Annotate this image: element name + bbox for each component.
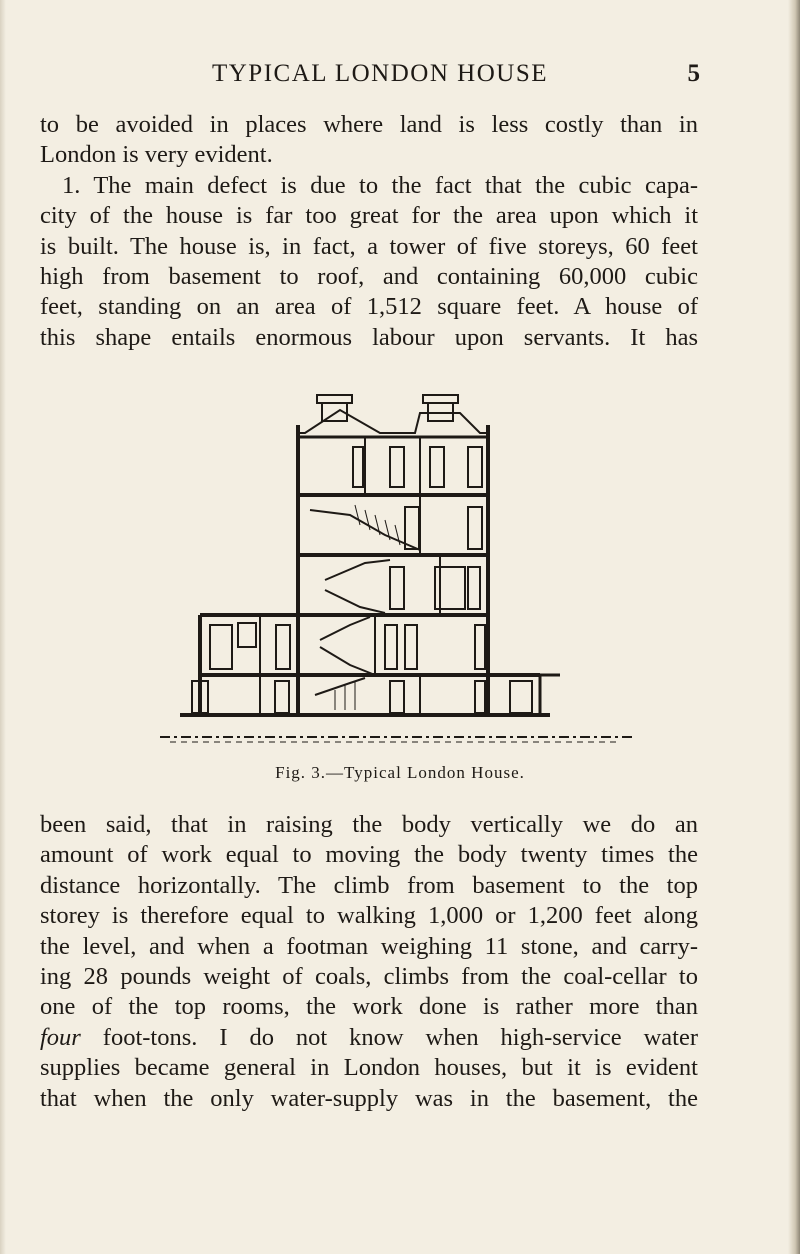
paragraph-bottom (40, 810, 698, 1114)
text-line-remainder: foot-tons. I do not know when high-service water (102, 1023, 699, 1051)
text-line: amount of work equal to moving the body twenty times the (40, 841, 698, 869)
text-line: 1. The main defect is due to the fact that the cubic capa- (62, 171, 698, 199)
text-line: to be avoided in places where land is less costly than in (40, 111, 698, 138)
text-line: ing 28 pounds weight of coals, climbs from the coal-cellar to (40, 962, 698, 990)
page-edge (788, 0, 800, 1254)
text-line: the level, and when a footman weighing 11 stone, and carry- (40, 932, 698, 960)
text-line: city of the house is far too great for the area upon which it (40, 202, 698, 230)
text-line: this shape entails enormous labour upon servants. It has (40, 323, 698, 351)
house-section-drawing (150, 385, 640, 760)
text-line: feet, standing on an area of 1,512 square feet. A house of (40, 293, 698, 321)
text-line: storey is therefore equal to walking 1,000 or 1,200 feet along (40, 902, 698, 930)
text-line (40, 1023, 698, 1053)
running-head (60, 60, 700, 92)
paragraph-top (40, 110, 698, 353)
page-number: 5 (687, 60, 700, 87)
text-line: high from basement to roof, and containing 60,000 cubic (40, 262, 698, 290)
text-line: distance horizontally. The climb from basement to the top (40, 871, 698, 899)
page-gutter-shadow (0, 0, 6, 1254)
running-title: TYPICAL LONDON HOUSE (211, 60, 548, 87)
figure-caption: Fig. 3.—Typical London House. (275, 763, 525, 782)
italic-phrase: four (40, 1023, 81, 1051)
house-cross-section-figure (150, 385, 640, 760)
text-line: is built. The house is, in fact, a tower of five storeys, 60 feet (40, 232, 698, 260)
text-line: London is very evident. (40, 141, 273, 169)
text-line: that when the only water-supply was in the basement, the (40, 1084, 698, 1112)
text-line: been said, that in raising the body vertically we do an (40, 811, 698, 838)
text-line: one of the top rooms, the work done is rather more than (40, 993, 698, 1021)
text-line: supplies became general in London houses, but it is evident (40, 1054, 698, 1082)
